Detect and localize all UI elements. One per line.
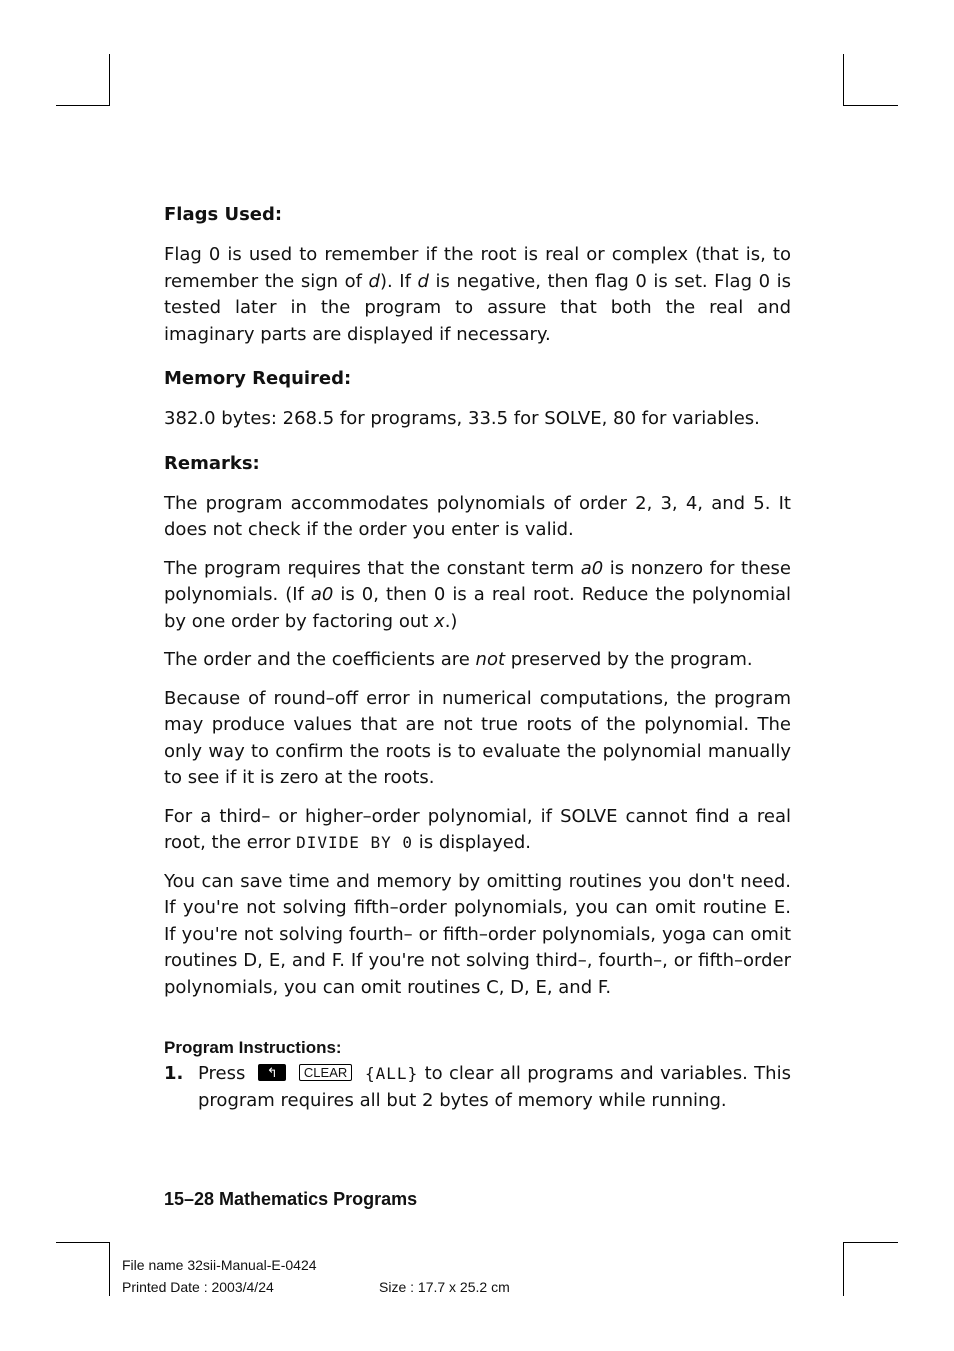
remarks-paragraph-3: The order and the coefficients are not preserved by the program. bbox=[164, 649, 753, 670]
memory-heading: Memory Required: bbox=[164, 368, 352, 389]
page-size: Size : 17.7 x 25.2 cm bbox=[379, 1279, 510, 1295]
flags-heading: Flags Used: bbox=[164, 204, 283, 225]
crop-mark-top-right-v bbox=[843, 54, 844, 106]
crop-mark-top-right-h bbox=[843, 105, 898, 106]
remarks-paragraph-4: Because of round–off error in numerical computations, the program may produce values that are not true roots of the polynomial. The only way to confirm the roots is to evaluate the polynomial manually to see if it is zero at the roots. bbox=[164, 687, 791, 788]
crop-mark-bottom-right-v bbox=[843, 1242, 844, 1296]
left-shift-key-icon: ↰ bbox=[258, 1064, 286, 1081]
remarks-paragraph-1: The program accommodates polynomials of order 2, 3, 4, and 5. It does not check if the order you enter is valid. bbox=[164, 492, 791, 540]
step-text: Press ↰ CLEAR {ALL} to clear all programs and variables. This program requires all but 2 bytes of memory while running. bbox=[198, 1063, 791, 1111]
all-menu-item: {ALL} bbox=[365, 1064, 419, 1083]
program-instructions-heading: Program Instructions: bbox=[164, 1038, 342, 1057]
file-name: File name 32sii-Manual-E-0424 bbox=[122, 1257, 317, 1273]
lcd-error-text: DIVIDE BY 0 bbox=[296, 833, 414, 852]
program-step-1 bbox=[164, 1061, 791, 1114]
remarks-paragraph-6: You can save time and memory by omitting routines you don't need. If you're not solving fifth–order polynomials, you can omit routine E. If you're not solving fourth– or fifth–order polynomials, yoga can omit routines D, E, and F. If you're not solving third–, fourth–, or fifth–order polynomials, you can omit routines C, D, E, and F. bbox=[164, 870, 791, 998]
crop-mark-bottom-left-v bbox=[109, 1242, 110, 1296]
remarks-paragraph-5: For a third– or higher–order polynomial, if SOLVE cannot find a real root, the error DIVIDE BY 0 is displayed. bbox=[164, 805, 791, 853]
crop-mark-bottom-right-h bbox=[843, 1242, 898, 1243]
remarks-heading: Remarks: bbox=[164, 452, 260, 474]
crop-mark-top-left-h bbox=[56, 105, 110, 106]
page-content bbox=[164, 200, 791, 1114]
memory-paragraph: 382.0 bytes: 268.5 for programs, 33.5 for SOLVE, 80 for variables. bbox=[164, 408, 760, 429]
page-footer-title: 15–28 Mathematics Programs bbox=[164, 1189, 418, 1209]
remarks-paragraph-2: The program requires that the constant term a0 is nonzero for these polynomials. (If a0 is 0, then 0 is a real root. Reduce the polynomial by one order by factoring out x.) bbox=[164, 557, 791, 632]
crop-mark-bottom-left-h bbox=[56, 1242, 110, 1243]
crop-mark-top-left-v bbox=[109, 54, 110, 106]
clear-key: CLEAR bbox=[299, 1064, 352, 1081]
step-number: 1. bbox=[164, 1063, 184, 1084]
printed-date: Printed Date : 2003/4/24 bbox=[122, 1279, 274, 1295]
flags-paragraph: Flag 0 is used to remember if the root is real or complex (that is, to remember the sign of d). If d is negative, then flag 0 is set. Flag 0 is tested later in the program to assure that both the real and imaginary parts are displayed if necessary. bbox=[164, 244, 791, 345]
